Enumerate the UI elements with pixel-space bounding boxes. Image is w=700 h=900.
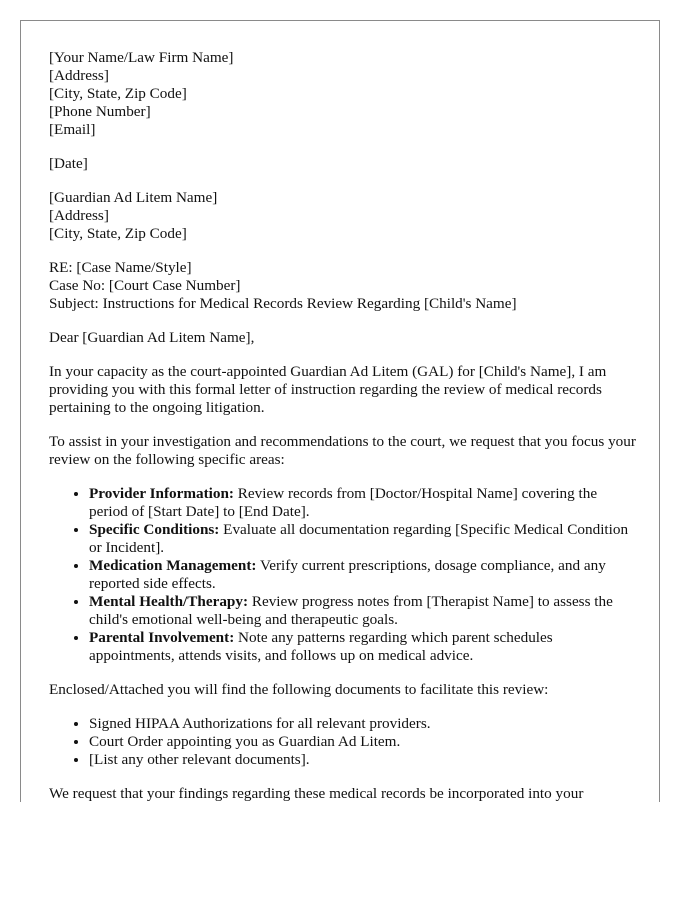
list-item: • Court Order appointing you as Guardian Ad Litem.	[89, 733, 639, 751]
list-item	[89, 485, 639, 521]
focus-intro-paragraph: To assist in your investigation and recommendations to the court, we request that you focus your review on the following specific areas:	[49, 433, 636, 468]
review-areas-list	[49, 485, 639, 665]
enclosed-intro-paragraph: Enclosed/Attached you will find the following documents to facilitate this review:	[49, 681, 549, 698]
re-line: RE: [Case Name/Style]	[49, 259, 192, 276]
subject-line: Subject: Instructions for Medical Records Review Regarding [Child's Name]	[49, 295, 517, 312]
enclosed-documents-list	[49, 715, 639, 769]
list-item: • Signed HIPAA Authorizations for all relevant providers.	[89, 715, 639, 733]
list-item	[89, 521, 639, 557]
closing-paragraph: We request that your findings regarding these medical records be incorporated into your	[49, 785, 584, 802]
list-item	[89, 629, 639, 665]
letter-date: [Date]	[49, 155, 88, 172]
area-text: Review progress notes from [Therapist Name] to assess the child's emotional well-being and therapeutic goals.	[89, 593, 613, 628]
letter-page	[20, 20, 660, 802]
recipient-name: [Guardian Ad Litem Name]	[49, 189, 218, 206]
intro-paragraph: In your capacity as the court-appointed Guardian Ad Litem (GAL) for [Child's Name], I am providing you with this formal letter of instruction regarding the review of medical records pertaining to the ongoing litigation.	[49, 363, 607, 416]
letter-body	[49, 49, 639, 802]
area-text: Review records from [Doctor/Hospital Name] covering the period of [Start Date] to [End Date].	[89, 485, 598, 520]
list-item	[89, 557, 639, 593]
recipient-block	[49, 189, 639, 243]
area-term: Medication Management:	[89, 557, 257, 574]
recipient-address: [Address]	[49, 207, 109, 224]
area-term: Specific Conditions:	[89, 521, 220, 538]
area-text: Note any patterns regarding which parent schedules appointments, attends visits, and follows up on medical advice.	[89, 629, 553, 664]
sender-phone: [Phone Number]	[49, 103, 151, 120]
list-item	[89, 593, 639, 629]
sender-block	[49, 49, 639, 139]
area-term: Provider Information:	[89, 485, 234, 502]
recipient-city: [City, State, Zip Code]	[49, 225, 187, 242]
reference-block	[49, 259, 639, 313]
sender-email: [Email]	[49, 121, 96, 138]
date-block	[49, 155, 639, 173]
salutation: Dear [Guardian Ad Litem Name],	[49, 329, 255, 346]
case-number-line: Case No: [Court Case Number]	[49, 277, 241, 294]
area-text: Evaluate all documentation regarding [Specific Medical Condition or Incident].	[89, 521, 629, 556]
area-term: Mental Health/Therapy:	[89, 593, 249, 610]
area-text: Verify current prescriptions, dosage compliance, and any reported side effects.	[89, 557, 606, 592]
sender-address: [Address]	[49, 67, 109, 84]
list-item: • [List any other relevant documents].	[89, 751, 639, 769]
area-term: Parental Involvement:	[89, 629, 235, 646]
sender-name: [Your Name/Law Firm Name]	[49, 49, 234, 66]
sender-city: [City, State, Zip Code]	[49, 85, 187, 102]
